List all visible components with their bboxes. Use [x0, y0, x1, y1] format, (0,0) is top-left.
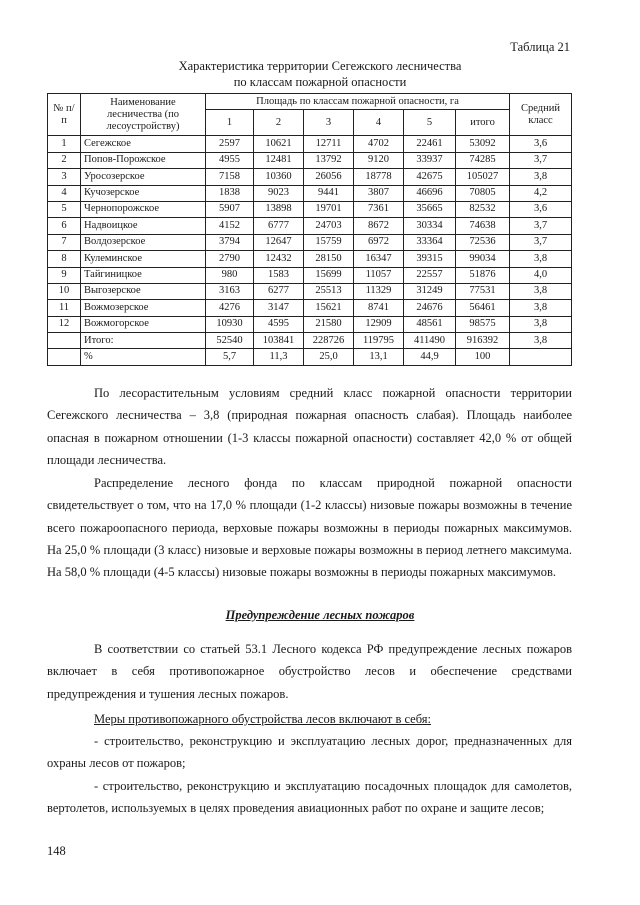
paragraph-6: - строительство, реконструкцию и эксплуатацию посадочных площадок для самолетов, вертолетов, используемых в целях проведения авиационных работ по охране и защите лесов;: [47, 779, 572, 816]
area-value: 3794: [206, 234, 254, 250]
percent-value: 5,7: [206, 349, 254, 365]
row-number: 3: [48, 169, 81, 185]
area-value: 19701: [304, 201, 354, 217]
area-value: 48561: [404, 316, 456, 332]
table-row: [48, 267, 572, 283]
area-value: 12432: [254, 251, 304, 267]
row-number: 7: [48, 234, 81, 250]
forestry-name: Волдозерское: [81, 234, 206, 250]
table-caption-line-1: Характеристика территории Сегежского лесничества: [178, 59, 462, 73]
forestry-name: Надвоицкое: [81, 218, 206, 234]
area-value: 25513: [304, 283, 354, 299]
total-avg: 3,8: [510, 333, 572, 349]
avg-class: 3,8: [510, 300, 572, 316]
total-value: 228726: [304, 333, 354, 349]
area-value: 74638: [456, 218, 510, 234]
header-class-2: 2: [254, 110, 304, 136]
area-value: 8672: [354, 218, 404, 234]
area-value: 9120: [354, 152, 404, 168]
row-number: 5: [48, 201, 81, 217]
area-value: 6277: [254, 283, 304, 299]
area-value: 22461: [404, 136, 456, 152]
section-heading: Предупреждение лесных пожаров: [225, 608, 415, 622]
area-value: 3147: [254, 300, 304, 316]
area-value: 1838: [206, 185, 254, 201]
header-class-3: 3: [304, 110, 354, 136]
percent-value: 100: [456, 349, 510, 365]
total-value: 52540: [206, 333, 254, 349]
area-value: 4955: [206, 152, 254, 168]
paragraph-1: По лесорастительным условиям средний класс пожарной опасности территории Сегежского лесничества – 3,8 (природная пожарная опасность слабая). Площадь наиболее опасная в пожарном отношении (1-3 классы пожарной опасности) составляет 42,0 % от общей площади лесничества.: [47, 386, 572, 467]
area-value: 15699: [304, 267, 354, 283]
total-label: Итого:: [81, 333, 206, 349]
area-value: 2597: [206, 136, 254, 152]
forestry-name: Тайгиницкое: [81, 267, 206, 283]
forestry-name: Сегежское: [81, 136, 206, 152]
table-row: [48, 234, 572, 250]
header-class-4: 4: [354, 110, 404, 136]
header-class-total: итого: [456, 110, 510, 136]
area-value: 9441: [304, 185, 354, 201]
percent-row: [48, 349, 572, 365]
row-number: 8: [48, 251, 81, 267]
paragraph-5: - строительство, реконструкцию и эксплуатацию лесных дорог, предназначенных для охраны лесов от пожаров;: [47, 734, 572, 771]
total-empty: [48, 333, 81, 349]
table-row: [48, 136, 572, 152]
header-area-group: Площадь по классам пожарной опасности, га: [206, 94, 510, 110]
area-value: 26056: [304, 169, 354, 185]
avg-class: 3,8: [510, 169, 572, 185]
area-value: 4702: [354, 136, 404, 152]
table-row: [48, 218, 572, 234]
percent-value: 13,1: [354, 349, 404, 365]
avg-class: 3,6: [510, 136, 572, 152]
area-value: 12481: [254, 152, 304, 168]
avg-class: 3,7: [510, 218, 572, 234]
table-row: [48, 185, 572, 201]
area-value: 35665: [404, 201, 456, 217]
avg-class: 3,6: [510, 201, 572, 217]
fire-danger-table: [47, 93, 572, 366]
area-value: 22557: [404, 267, 456, 283]
avg-class: 3,8: [510, 316, 572, 332]
area-value: 72536: [456, 234, 510, 250]
area-value: 30334: [404, 218, 456, 234]
percent-label: %: [81, 349, 206, 365]
header-class-1: 1: [206, 110, 254, 136]
total-value: 119795: [354, 333, 404, 349]
area-value: 10360: [254, 169, 304, 185]
area-value: 82532: [456, 201, 510, 217]
row-number: 9: [48, 267, 81, 283]
area-value: 53092: [456, 136, 510, 152]
area-value: 105027: [456, 169, 510, 185]
header-name: Наименование лесничества (по лесоустройству): [81, 94, 206, 136]
percent-avg-empty: [510, 349, 572, 365]
table-row: [48, 283, 572, 299]
table-label: Таблица 21: [510, 40, 570, 54]
area-value: 2790: [206, 251, 254, 267]
area-value: 5907: [206, 201, 254, 217]
header-num: № п/п: [48, 94, 81, 136]
area-value: 39315: [404, 251, 456, 267]
total-value: 916392: [456, 333, 510, 349]
area-value: 12909: [354, 316, 404, 332]
area-value: 4595: [254, 316, 304, 332]
avg-class: 4,2: [510, 185, 572, 201]
table-row: [48, 316, 572, 332]
area-value: 28150: [304, 251, 354, 267]
area-value: 42675: [404, 169, 456, 185]
table-row: [48, 201, 572, 217]
area-value: 74285: [456, 152, 510, 168]
area-value: 4276: [206, 300, 254, 316]
row-number: 11: [48, 300, 81, 316]
row-number: 10: [48, 283, 81, 299]
paragraph-3: В соответствии со статьей 53.1 Лесного кодекса РФ предупреждение лесных пожаров включает в себя противопожарное обустройство лесов и обеспечение средствами предупреждения и тушения лесных пожаров.: [47, 642, 572, 701]
area-value: 33937: [404, 152, 456, 168]
total-value: 411490: [404, 333, 456, 349]
row-number: 4: [48, 185, 81, 201]
forestry-name: Уросозерское: [81, 169, 206, 185]
avg-class: 3,8: [510, 251, 572, 267]
area-value: 980: [206, 267, 254, 283]
area-value: 56461: [456, 300, 510, 316]
percent-value: 11,3: [254, 349, 304, 365]
table-caption-line-2: по классам пожарной опасности: [233, 75, 407, 89]
total-value: 103841: [254, 333, 304, 349]
table-row: [48, 169, 572, 185]
header-class-5: 5: [404, 110, 456, 136]
paragraph-2: Распределение лесного фонда по классам природной пожарной опасности свидетельствует о том, что на 17,0 % площади (1-2 классы) низовые пожары возможны в течение всего пожароопасного периода, верховые пожары возможны в периоды пожарных максимумов. На 25,0 % площади (3 класс) низовые и верховые пожары возможны в период летнего максимума. На 58,0 % площади (4-5 классы) низовые пожары возможны в периоды пожарных максимумов.: [47, 476, 572, 580]
area-value: 10621: [254, 136, 304, 152]
measures-intro: Меры противопожарного обустройства лесов включают в себя:: [94, 712, 432, 726]
area-value: 51876: [456, 267, 510, 283]
area-value: 15621: [304, 300, 354, 316]
area-value: 98575: [456, 316, 510, 332]
row-number: 6: [48, 218, 81, 234]
paragraph-4: [47, 708, 572, 730]
forestry-name: Чернопорожское: [81, 201, 206, 217]
header-avg-class: Средний класс: [510, 94, 572, 136]
percent-value: 25,0: [304, 349, 354, 365]
forestry-name: Попов-Порожское: [81, 152, 206, 168]
row-number: 12: [48, 316, 81, 332]
table-row: [48, 251, 572, 267]
area-value: 6777: [254, 218, 304, 234]
area-value: 1583: [254, 267, 304, 283]
area-value: 99034: [456, 251, 510, 267]
table-row: [48, 300, 572, 316]
area-value: 11329: [354, 283, 404, 299]
forestry-name: Кулеминское: [81, 251, 206, 267]
area-value: 33364: [404, 234, 456, 250]
total-row: [48, 333, 572, 349]
forestry-name: Кучозерское: [81, 185, 206, 201]
percent-empty: [48, 349, 81, 365]
area-value: 4152: [206, 218, 254, 234]
avg-class: 4,0: [510, 267, 572, 283]
area-value: 31249: [404, 283, 456, 299]
area-value: 24676: [404, 300, 456, 316]
area-value: 16347: [354, 251, 404, 267]
area-value: 13792: [304, 152, 354, 168]
table-row: [48, 152, 572, 168]
area-value: 24703: [304, 218, 354, 234]
area-value: 12711: [304, 136, 354, 152]
avg-class: 3,8: [510, 283, 572, 299]
avg-class: 3,7: [510, 152, 572, 168]
area-value: 3807: [354, 185, 404, 201]
area-value: 15759: [304, 234, 354, 250]
area-value: 9023: [254, 185, 304, 201]
row-number: 1: [48, 136, 81, 152]
area-value: 70805: [456, 185, 510, 201]
area-value: 21580: [304, 316, 354, 332]
area-value: 13898: [254, 201, 304, 217]
area-value: 12647: [254, 234, 304, 250]
forestry-name: Выгозерское: [81, 283, 206, 299]
avg-class: 3,7: [510, 234, 572, 250]
page-number: 148: [47, 844, 66, 858]
row-number: 2: [48, 152, 81, 168]
area-value: 18778: [354, 169, 404, 185]
area-value: 3163: [206, 283, 254, 299]
area-value: 77531: [456, 283, 510, 299]
area-value: 8741: [354, 300, 404, 316]
table-body: [48, 136, 572, 365]
percent-value: 44,9: [404, 349, 456, 365]
forestry-name: Вожмогорское: [81, 316, 206, 332]
area-value: 7158: [206, 169, 254, 185]
area-value: 46696: [404, 185, 456, 201]
area-value: 10930: [206, 316, 254, 332]
area-value: 7361: [354, 201, 404, 217]
forestry-name: Вожмозерское: [81, 300, 206, 316]
area-value: 11057: [354, 267, 404, 283]
area-value: 6972: [354, 234, 404, 250]
